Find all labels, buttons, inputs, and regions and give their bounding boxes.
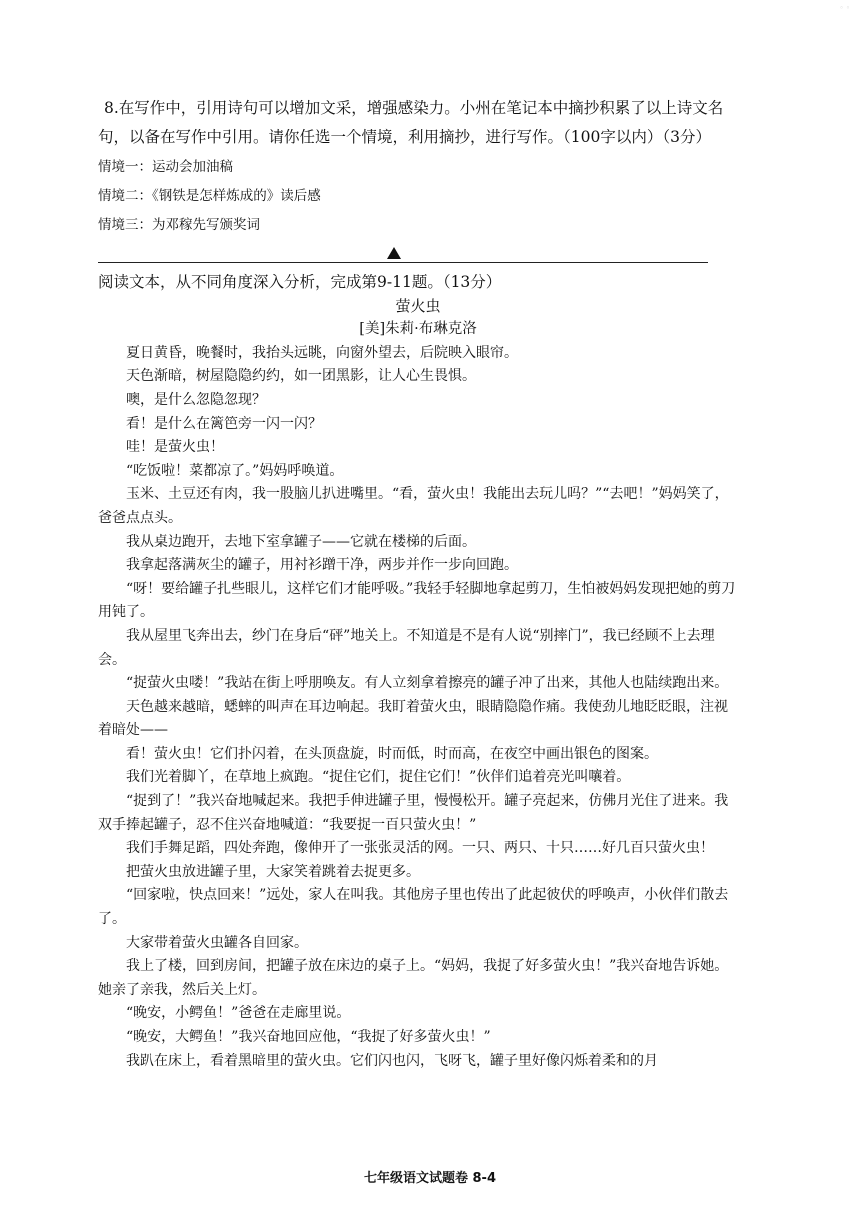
scenario-3: 情境三：为邓稼先写颁奖词 bbox=[98, 217, 260, 233]
paragraph: 噢，是什么忽隐忽现？ bbox=[126, 391, 266, 408]
page-footer: 七年级语文试题卷 8-4 bbox=[363, 1171, 496, 1186]
question-8-line-1: 8.在写作中，引用诗句可以增加文采，增强感染力。小州在笔记本中摘抄积累了以上诗文名 bbox=[104, 99, 724, 117]
paragraph: 我从屋里飞奔出去，纱门在身后“砰”地关上。不知道是不是有人说“别摔门”，我已经顾不上去理会。 bbox=[98, 627, 715, 668]
paragraph: 大家带着萤火虫罐各自回家。 bbox=[126, 934, 308, 951]
question-8-line-2: 句，以备在写作中引用。请你任选一个情境，利用摘抄，进行写作。（100字以内）（3分） bbox=[98, 128, 711, 146]
scenario-1: 情境一：运动会加油稿 bbox=[98, 159, 233, 175]
paragraph: 把萤火虫放进罐子里，大家笑着跳着去捉更多。 bbox=[126, 863, 420, 880]
paragraph: 我们手舞足蹈，四处奔跑，像伸开了一张张灵活的网。一只、两只、十只……好几百只萤火虫！ bbox=[126, 840, 714, 857]
paragraph: 我趴在床上，看着黑暗里的萤火虫。它们闪也闪，飞呀飞，罐子里好像闪烁着柔和的月 bbox=[126, 1052, 658, 1069]
reading-instruction: 阅读文本，从不同角度深入分析，完成第9-11题。（13分） bbox=[98, 273, 502, 291]
scenario-2: 情境二：《钢铁是怎样炼成的》读后感 bbox=[98, 188, 321, 204]
reading-passage bbox=[98, 271, 738, 1073]
paragraph: “呀！要给罐子扎些眼儿，这样它们才能呼吸。”我轻手轻脚地拿起剪刀，生怕被妈妈发现把她的剪刀用钝了。 bbox=[98, 580, 736, 621]
question-8 bbox=[98, 94, 738, 152]
paragraph: 看！是什么在篱笆旁一闪一闪？ bbox=[126, 415, 322, 432]
paragraph: 我上了楼，回到房间，把罐子放在床边的桌子上。“妈妈，我捉了好多萤火虫！”我兴奋地告诉她。她亲了亲我，然后关上灯。 bbox=[98, 958, 729, 998]
passage-author: [美]朱莉·布琳克洛 bbox=[359, 321, 477, 338]
passage-title: 萤火虫 bbox=[395, 296, 441, 315]
paragraph: 天色越来越暗，蟋蟀的叫声在耳边响起。我盯着萤火虫，眼睛隐隐作痛。我使劲儿地眨眨眼，注视着暗处—— bbox=[98, 698, 728, 739]
section-triangle-icon bbox=[387, 247, 401, 259]
paragraph: 玉米、土豆还有肉，我一股脑儿扒进嘴里。“看，萤火虫！我能出去玩儿吗？”“去吧！”妈妈笑了，爸爸点点头。 bbox=[98, 486, 729, 526]
paragraph: 我拿起落满灰尘的罐子，用衬衫蹭干净，两步并作一步向回跑。 bbox=[126, 557, 518, 574]
paragraph: 哇！是萤火虫！ bbox=[126, 439, 224, 456]
paragraph: “吃饭啦！菜都凉了。”妈妈呼唤道。 bbox=[126, 462, 344, 479]
paragraph: “回家啦，快点回来！”远处，家人在叫我。其他房子里也传出了此起彼伏的呼唤声，小伙伴们散去了。 bbox=[98, 887, 729, 928]
paragraph: “捉到了！”我兴奋地喊起来。我把手伸进罐子里，慢慢松开。罐子亮起来，仿佛月光住了进来。我双手捧起罐子，忍不住兴奋地喊道：“我要捉一百只萤火虫！” bbox=[98, 793, 729, 833]
paragraph: 看！萤火虫！它们扑闪着，在头顶盘旋，时而低，时而高，在夜空中画出银色的图案。 bbox=[126, 745, 658, 762]
paragraph: “晚安，小鳄鱼！”爸爸在走廊里说。 bbox=[126, 1005, 351, 1022]
paragraph: 我们光着脚丫，在草地上疯跑。“捉住它们，捉住它们！”伙伴们追着亮光叫嚷着。 bbox=[126, 769, 631, 786]
paragraph: “捉萤火虫喽！”我站在街上呼朋唤友。有人立刻拿着擦亮的罐子冲了出来，其他人也陆续跑出来。 bbox=[126, 675, 729, 692]
paragraph: 我从桌边跑开，去地下室拿罐子——它就在楼梯的后面。 bbox=[126, 533, 476, 550]
scenario-list bbox=[98, 153, 738, 240]
scan-watermark-icon: ◦ ◦ bbox=[839, 4, 850, 12]
paragraph: 天色渐暗，树屋隐隐约约，如一团黑影，让人心生畏惧。 bbox=[126, 368, 476, 385]
paragraph: “晚安，大鳄鱼！”我兴奋地回应他，“我捉了好多萤火虫！” bbox=[126, 1029, 491, 1045]
paragraph: 夏日黄昏，晚餐时，我抬头远眺，向窗外望去，后院映入眼帘。 bbox=[126, 344, 518, 361]
section-divider bbox=[98, 262, 708, 263]
